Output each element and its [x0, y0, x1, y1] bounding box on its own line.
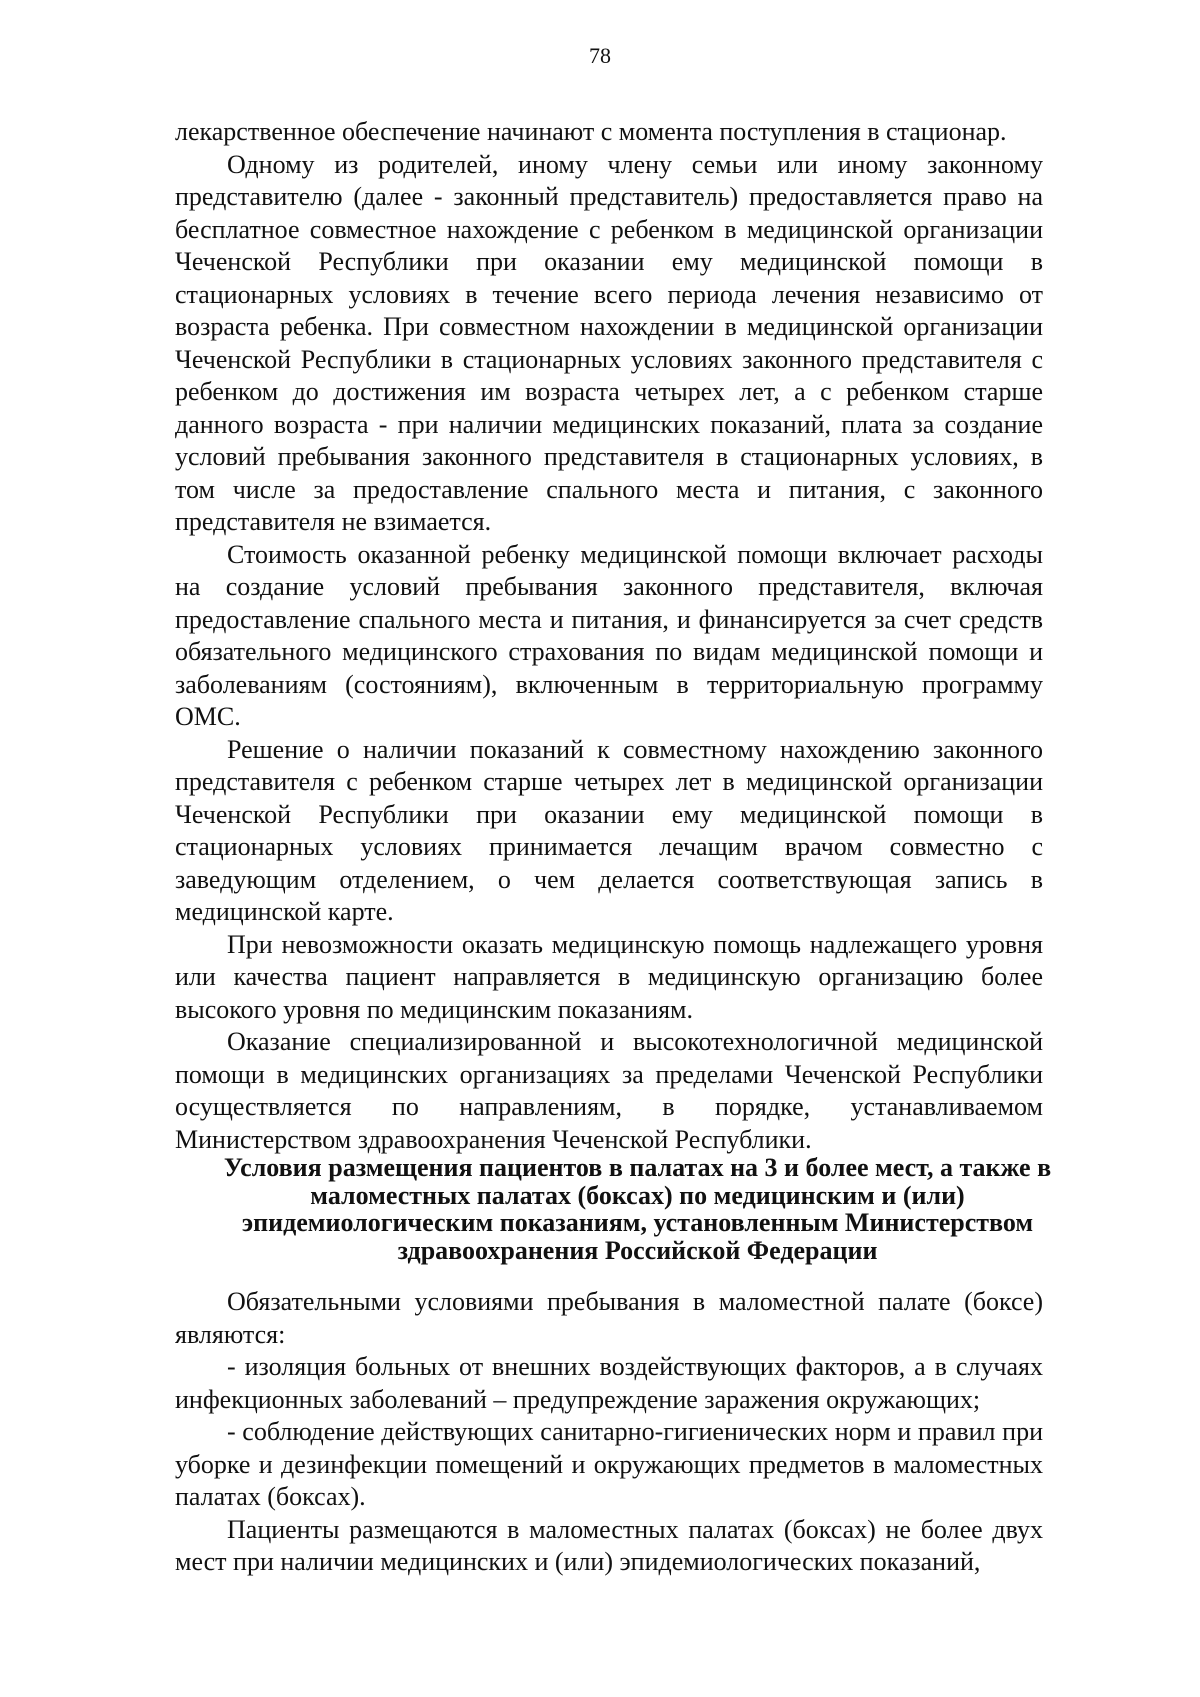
paragraph-cost-of-care: Стоимость оказанной ребенку медицинской помощи включает расходы на создание условий пребывания законного представителя, включая предоставление спального места и питания, и финансируется за счет средств обязательного медицинского страхования по видам медицинской помощи и заболеваниям (состояниям), включенным в территориальную программу ОМС. — [175, 539, 1043, 731]
body-text-top — [175, 116, 1043, 1156]
list-item-isolation: - изоляция больных от внешних воздействующих факторов, а в случаях инфекционных заболеваний – предупреждение заражения окружающих; — [175, 1352, 1043, 1414]
list-item-sanitary-norms: - соблюдение действующих санитарно-гигиенических норм и правил при уборке и дезинфекции помещений и окружающих предметов в маломестных палатах (боксах). — [175, 1417, 1043, 1511]
section-heading — [175, 1154, 1100, 1264]
paragraph-patient-placement: Пациенты размещаются в маломестных палатах (боксах) не более двух мест при наличии медицинских и (или) эпидемиологических показаний, — [175, 1514, 1043, 1576]
paragraph-legal-representative-right: Одному из родителей, иному члену семьи или иному законному представителю (далее - законный представитель) предоставляется право на бесплатное совместное нахождение с ребенком в медицинской организации Чеченской Республики при оказании ему медицинской помощи в стационарных условиях в течение всего периода лечения независимо от возраста ребенка. При совместном нахождении в медицинской организации Чеченской Республики в стационарных условиях законного представителя с ребенком до достижения им возраста четырех лет, а с ребенком старше данного возраста - при наличии медицинских показаний, плата за создание условий пребывания законного представителя в стационарных условиях, в том числе за предоставление спального места и питания, с законного представителя не взимается. — [175, 149, 1043, 536]
paragraph-specialized-care-outside: Оказание специализированной и высокотехнологичной медицинской помощи в медицинских организациях за пределами Чеченской Республики осуществляется по направлениям, в порядке, устанавливаемом Министерством здравоохранения Чеченской Республики. — [175, 1027, 1043, 1154]
page-number: 78 — [589, 43, 611, 68]
paragraph-continuation: лекарственное обеспечение начинают с момента поступления в стационар. — [175, 117, 1007, 146]
body-text-bottom — [175, 1286, 1043, 1579]
section-heading-line: эпидемиологическим показаниям, установленным Министерством — [241, 1208, 1034, 1237]
section-heading-line: Условия размещения пациентов в палатах на 3 и более мест, а также в — [223, 1153, 1052, 1182]
paragraph-decision-on-indications: Решение о наличии показаний к совместному нахождению законного представителя с ребенком старше четырех лет в медицинской организации Чеченской Республики при оказании ему медицинской помощи в стационарных условиях принимается лечащим врачом совместно с заведующим отделением, о чем делается соответствующая запись в медицинской карте. — [175, 734, 1043, 926]
section-heading-line: здравоохранения Российской Федерации — [397, 1235, 878, 1265]
section-heading-line: маломестных палатах (боксах) по медицинским и (или) — [310, 1180, 965, 1210]
paragraph-referral-higher-level: При невозможности оказать медицинскую помощь надлежащего уровня или качества пациент направляется в медицинскую организацию более высокого уровня по медицинским показаниям. — [175, 929, 1043, 1024]
paragraph-mandatory-conditions: Обязательными условиями пребывания в маломестной палате (боксе) являются: — [175, 1287, 1043, 1349]
